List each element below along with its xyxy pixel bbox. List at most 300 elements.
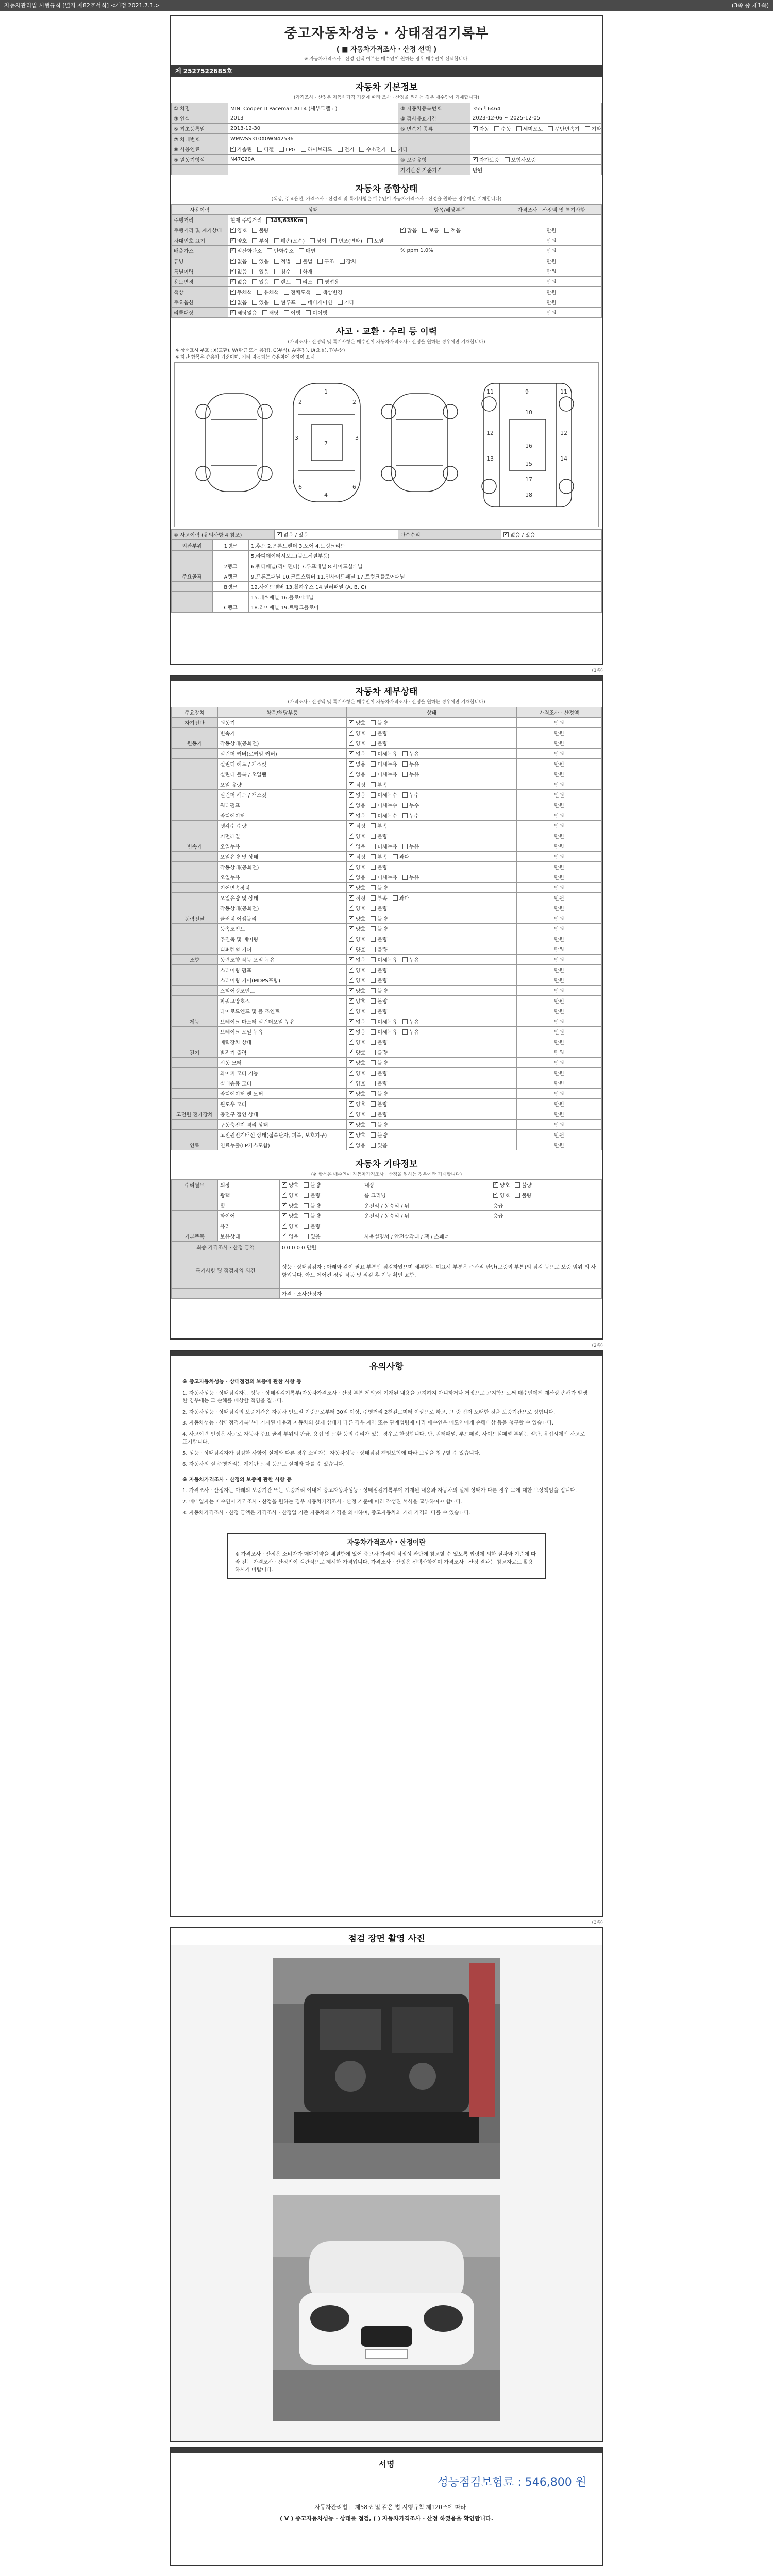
option-item: ✓ 양호	[282, 1191, 298, 1199]
detail-item-price: 만원	[517, 986, 602, 996]
checkbox-icon	[301, 300, 306, 305]
checkbox-icon	[304, 1234, 309, 1239]
detail-item-price: 만원	[517, 728, 602, 738]
checkbox-icon	[252, 259, 257, 264]
detail-item-state	[347, 862, 517, 872]
checkbox-icon	[515, 1182, 520, 1188]
basic-info-label	[398, 144, 470, 155]
option-item: 불량	[371, 1110, 387, 1118]
checkbox-icon	[371, 1112, 376, 1117]
checkbox-icon	[371, 937, 376, 942]
option-item: 미세누유	[371, 1028, 397, 1036]
detail-device-label	[172, 769, 218, 779]
overall-status-row	[172, 277, 602, 287]
detail-status-row	[172, 1016, 602, 1027]
checkbox-icon	[367, 238, 373, 243]
detail-status-row	[172, 841, 602, 852]
notice-para: 2. 매매업자는 매수인이 가격조사 · 산정을 원하는 경우 자동차가격조사 · 산정 기준에 따라 작성된 서식을 교부하여야 합니다.	[182, 1499, 463, 1505]
overall-status-state	[228, 256, 398, 266]
detail-status-row	[172, 852, 602, 862]
notice-para: 4. 사고이력 인정은 사고로 자동차 주요 골격 부위의 판금, 용접 및 교환 등의 수리가 있는 경우로 한정합니다. 단, 쿼터패널, 루프패널, 사이드실패널 부위는 절단, 용접시에만 사고로 표기합니다.	[182, 1431, 585, 1445]
option-item: ✓ 양호	[349, 935, 365, 943]
overall-status-price: 만원	[501, 287, 602, 297]
other-info-row	[172, 1211, 602, 1221]
checkbox-icon	[296, 269, 301, 274]
option-item: ✓ 없음	[349, 811, 365, 819]
checkbox-icon	[493, 1193, 498, 1198]
checkbox-icon	[304, 1182, 309, 1188]
svg-text:2: 2	[352, 399, 356, 405]
detail-device-label	[172, 1068, 218, 1078]
detail-device-label	[172, 800, 218, 810]
page2-frame	[170, 675, 603, 1340]
option-item: 있음	[252, 298, 268, 306]
option-item: 누수	[402, 801, 419, 809]
panel-rank-row	[172, 582, 602, 592]
option-item: 불량	[515, 1181, 531, 1189]
detail-device-label	[172, 821, 218, 831]
checkbox-icon	[349, 1029, 354, 1035]
option-item: 불량	[371, 729, 387, 737]
detail-device-label	[172, 862, 218, 872]
option-item: 색상변경	[316, 288, 343, 296]
checkbox-icon	[349, 1122, 354, 1127]
option-item: ✓ 없음	[349, 750, 365, 757]
other-group-label	[172, 1200, 218, 1211]
detail-status-row	[172, 821, 602, 831]
detail-item-price: 만원	[517, 924, 602, 934]
option-item: ✓ 양호	[282, 1201, 298, 1209]
detail-status-row	[172, 810, 602, 821]
checkbox-icon	[282, 1213, 287, 1218]
checkbox-icon	[349, 1019, 354, 1024]
option-item: 불량	[371, 1121, 387, 1128]
other-item-state-2	[491, 1180, 602, 1190]
checkbox-icon	[331, 238, 337, 243]
option-item: ✓ 양호	[349, 884, 365, 891]
basic-info-value: 2023-12-06 ~ 2025-12-05	[470, 113, 602, 124]
option-item: 불량	[371, 987, 387, 994]
detail-item-price: 만원	[517, 893, 602, 903]
checkbox-icon	[349, 978, 354, 983]
checkbox-icon	[371, 947, 376, 952]
detail-item-price: 만원	[517, 872, 602, 883]
checkbox-icon	[349, 1009, 354, 1014]
checkbox-icon	[371, 854, 376, 859]
detail-device-label	[172, 1027, 218, 1037]
option-item: 수동	[494, 125, 511, 132]
detail-status-row	[172, 800, 602, 810]
option-item: 영업용	[317, 278, 339, 285]
detail-device-label	[172, 749, 218, 759]
overall-status-item	[398, 235, 501, 246]
option-item: 과다	[393, 853, 409, 860]
option-item: 장치	[340, 257, 356, 265]
page-indicator: (3쪽 중 제1쪽)	[731, 2, 769, 9]
detail-status-row	[172, 1099, 602, 1109]
option-item: 전기	[338, 145, 354, 153]
option-item: ✓ 무채색	[230, 288, 252, 296]
checkbox-icon	[349, 916, 354, 921]
checkbox-icon	[349, 813, 354, 818]
checkbox-icon	[349, 720, 354, 725]
document-note: ※ 자동차가격조사 · 산정 선택 여부는 매수인이 원하는 경우 매수인이 선택합니다.	[304, 57, 469, 62]
detail-item-label: 브레이크 마스터 실린더오일 누유	[218, 1016, 347, 1027]
checkbox-icon	[349, 772, 354, 777]
detail-device-label	[172, 810, 218, 821]
checkbox-icon	[371, 1019, 376, 1024]
detail-device-label: 고전원 전기장치	[172, 1109, 218, 1120]
overall-status-title: 자동차 종합상태	[355, 184, 418, 194]
checkbox-icon	[371, 1040, 376, 1045]
checkbox-icon	[274, 238, 279, 243]
svg-text:7: 7	[324, 440, 328, 447]
checkbox-icon	[371, 1122, 376, 1127]
detail-status-row	[172, 749, 602, 759]
price-explanation-box	[227, 1533, 546, 1580]
checkbox-icon	[349, 1101, 354, 1107]
detail-item-state	[347, 1006, 517, 1016]
checkbox-icon	[402, 772, 408, 777]
overall-status-label: 특별이력	[172, 266, 228, 277]
detail-item-price: 만원	[517, 810, 602, 821]
option-item: 부족	[371, 822, 387, 829]
basic-info-label: ④ 검사유효기간	[398, 113, 470, 124]
checkbox-icon	[340, 259, 345, 264]
panel-price	[540, 582, 602, 592]
panel-group-label	[172, 582, 213, 592]
page-band	[171, 2448, 602, 2453]
checkbox-icon	[349, 926, 354, 931]
basic-info-value: MINI Cooper D Paceman ALL4 (세부모델 : )	[228, 103, 398, 113]
checkbox-icon	[371, 1060, 376, 1065]
detail-item-price: 만원	[517, 1006, 602, 1016]
checkbox-icon	[371, 751, 376, 756]
option-item: ✓ 없음	[282, 1232, 298, 1240]
detail-status-row	[172, 1078, 602, 1089]
option-item: 유채색	[257, 288, 279, 296]
checkbox-icon	[371, 1143, 376, 1148]
detail-device-label	[172, 1078, 218, 1089]
checkbox-icon	[304, 1213, 309, 1218]
checkbox-icon	[371, 1132, 376, 1138]
checkbox-icon	[349, 1143, 354, 1148]
other-group-label: 수리필요	[172, 1180, 218, 1190]
option-item: 수소전기	[359, 145, 386, 153]
other-info-title: 자동차 기타정보	[355, 1159, 418, 1170]
overall-status-state	[228, 225, 398, 235]
overall-status-label: 주행거리 및 계기상태	[172, 225, 228, 235]
basic-info-label: ⑤ 최초등록일	[172, 124, 228, 134]
detail-device-label	[172, 872, 218, 883]
option-item: 미세누유	[371, 1018, 397, 1025]
option-item: ✓ 양호	[349, 719, 365, 726]
detail-item-price: 만원	[517, 831, 602, 841]
panel-group-label: 주요골격	[172, 571, 213, 582]
option-item: ✓ 양호	[282, 1222, 298, 1230]
option-item: 부족	[371, 853, 387, 860]
overall-status-label: 용도변경	[172, 277, 228, 287]
mileage-value: 145,635Km	[266, 217, 307, 224]
detail-device-label	[172, 831, 218, 841]
accident-legend: ※ 상태표시 부호 : X(교환), W(판금 또는 용접), C(부식), A(흠집), U(요철), T(손상)	[175, 348, 345, 353]
option-item: 세미오토	[516, 125, 543, 132]
checkbox-icon	[371, 823, 376, 828]
checkbox-icon	[516, 126, 522, 131]
notice-para: 2. 자동차성능 · 상태점검의 보증기간은 자동차 인도일 기준으로부터 30일 이상, 주행거리 2천킬로미터 이상으로 하고, 그 중 먼저 도래한 것을 보증기간으로 정합니다.	[182, 1409, 556, 1415]
checkbox-icon	[402, 1019, 408, 1024]
basic-info-row	[172, 165, 602, 175]
basic-info-row	[172, 124, 602, 134]
detail-item-label: 오일 유량	[218, 779, 347, 790]
checkbox-icon	[402, 751, 408, 756]
checkbox-icon	[349, 854, 354, 859]
checkbox-icon	[473, 157, 478, 162]
option-item: ✓ 양호	[349, 1131, 365, 1139]
svg-text:3: 3	[355, 435, 359, 442]
checkbox-icon	[371, 875, 376, 880]
checkbox-icon	[349, 1050, 354, 1055]
detail-item-label: 스티어링 펌프	[218, 965, 347, 975]
panel-price	[540, 540, 602, 551]
accident-subtitle: (가격조사 · 산정액 및 특기사항은 매수인이 자동차가격조사 · 산정을 원하는 경우에만 기재합니다)	[288, 340, 485, 345]
detail-item-state	[347, 738, 517, 749]
detail-item-state	[347, 821, 517, 831]
detail-item-price: 만원	[517, 1047, 602, 1058]
detail-item-state	[347, 924, 517, 934]
overall-status-table	[171, 204, 602, 318]
other-item-label: 휠	[218, 1200, 280, 1211]
option-item: 미세누유	[371, 770, 397, 778]
detail-status-row	[172, 872, 602, 883]
detail-item-state	[347, 1058, 517, 1068]
svg-text:10: 10	[525, 409, 532, 416]
vehicle-damage-diagram	[174, 362, 599, 527]
detail-status-subtitle: (가격조사 · 산정액 및 특기사항은 매수인이 자동차가격조사 · 산정을 원하는 경우에만 기재합니다)	[288, 700, 485, 705]
other-item-label-2: 룸 크리닝	[362, 1190, 491, 1200]
option-item: ✓ 양호	[493, 1181, 510, 1189]
overall-status-row	[172, 246, 602, 256]
option-item: 불량	[371, 719, 387, 726]
checkbox-icon	[349, 782, 354, 787]
checkbox-icon	[371, 926, 376, 931]
detail-status-row	[172, 934, 602, 944]
detail-item-label: 타이로드엔드 및 볼 조인트	[218, 1006, 347, 1016]
checkbox-icon	[274, 300, 279, 305]
svg-text:1: 1	[324, 388, 328, 395]
overall-status-state	[228, 266, 398, 277]
page-band	[171, 676, 602, 681]
notice-title: 유의사항	[369, 1362, 404, 1372]
overall-status-label: 주요옵션	[172, 297, 228, 308]
accident-history-table	[171, 529, 602, 540]
detail-device-label	[172, 986, 218, 996]
opinion-sub: 가격 · 조사산정자	[280, 1289, 602, 1299]
detail-item-label: 냉각수 수량	[218, 821, 347, 831]
detail-item-price: 만원	[517, 852, 602, 862]
detail-item-state	[347, 996, 517, 1006]
detail-status-row	[172, 779, 602, 790]
detail-item-label: 라디에이터 팬 모터	[218, 1089, 347, 1099]
signature-frame	[170, 2447, 603, 2566]
detail-item-price: 만원	[517, 996, 602, 1006]
detail-item-label: 고전원전기배선 상태(접속단자, 피복, 보호기구)	[218, 1130, 347, 1140]
checkbox-icon	[296, 279, 301, 284]
detail-device-label	[172, 779, 218, 790]
detail-item-label: 파워고압호스	[218, 996, 347, 1006]
detail-item-label: 클러치 어셈블리	[218, 913, 347, 924]
inspection-photo-front	[273, 2195, 500, 2421]
detail-item-price: 만원	[517, 862, 602, 872]
checkbox-icon	[296, 259, 301, 264]
detail-item-price: 만원	[517, 821, 602, 831]
option-item: ✓ 없음	[349, 801, 365, 809]
detail-item-label: 실린더 커버(로커암 커버)	[218, 749, 347, 759]
detail-item-label: 실린더 헤드 / 개스킷	[218, 759, 347, 769]
detail-item-price: 만원	[517, 1130, 602, 1140]
detail-head-device: 주요장치	[172, 707, 218, 718]
checkbox-icon	[402, 875, 408, 880]
checkbox-icon	[257, 290, 262, 295]
detail-item-price: 만원	[517, 1037, 602, 1047]
detail-item-state	[347, 1016, 517, 1027]
basic-info-value	[228, 144, 408, 155]
detail-item-price: 만원	[517, 779, 602, 790]
checkbox-icon	[349, 998, 354, 1004]
detail-item-label: 실린더 헤드 / 개스킷	[218, 790, 347, 800]
option-item: ✓ 없음	[349, 791, 365, 799]
overall-status-item	[398, 266, 501, 277]
option-item: 불량	[304, 1181, 320, 1189]
detail-device-label	[172, 1006, 218, 1016]
form-legal-reference: 자동차관리법 시행규칙 [별지 제82호서식] <개정 2021.7.1.>	[4, 2, 160, 9]
overall-status-row	[172, 256, 602, 266]
detail-item-state	[347, 1047, 517, 1058]
other-item-label: 광택	[218, 1190, 280, 1200]
overall-status-item	[398, 225, 501, 235]
option-item: 미세누유	[371, 956, 397, 963]
option-item: 불량	[371, 925, 387, 933]
other-item-state	[280, 1180, 362, 1190]
option-item: ✓ 양호	[349, 1100, 365, 1108]
option-item: 누수	[402, 791, 419, 799]
option-item: 하이브리드	[301, 145, 332, 153]
checkbox-icon	[349, 906, 354, 911]
option-item: 매연	[299, 247, 315, 255]
option-item: 이행	[284, 309, 300, 316]
other-info-row	[172, 1221, 602, 1231]
option-item: ✓ 양호	[349, 1048, 365, 1056]
option-item: 불량	[304, 1191, 320, 1199]
basic-info-value: 2013	[228, 113, 398, 124]
checkbox-icon	[338, 300, 343, 305]
simple-repair-label: 단순수리	[398, 530, 501, 540]
accident-legend-2: ※ 하단 항목은 승용차 기준이며, 기타 자동차는 승용차에 준하여 표시	[175, 355, 315, 360]
panel-rank-label: 2랭크	[213, 561, 249, 571]
detail-item-state	[347, 759, 517, 769]
notice-para: 1. 가격조사 · 산정자는 아래의 보증기간 또는 보증거리 이내에 중고자동차성능 · 상태점검기록부에 기재된 내용과 자동차의 실제 상태가 다른 경우 그에 대한 보상책임을 집니다.	[182, 1488, 577, 1494]
option-item: ✓ 양호	[349, 1038, 365, 1046]
detail-device-label: 전기	[172, 1047, 218, 1058]
option-item: 누유	[402, 760, 419, 768]
checkbox-icon	[230, 147, 236, 152]
detail-item-state	[347, 1109, 517, 1120]
option-item: 있음	[371, 1141, 387, 1149]
checkbox-icon	[252, 279, 257, 284]
svg-text:11: 11	[560, 388, 567, 395]
detail-item-state	[347, 934, 517, 944]
detail-device-label	[172, 1099, 218, 1109]
svg-text:13: 13	[486, 455, 494, 462]
detail-item-label: 작동상태(공회전)	[218, 738, 347, 749]
accident-title: 사고 · 교환 · 수리 등 이력	[335, 327, 438, 337]
checkbox-icon	[473, 126, 478, 131]
checkbox-icon	[316, 290, 321, 295]
detail-status-row	[172, 759, 602, 769]
checkbox-icon	[230, 269, 236, 274]
checkbox-icon	[230, 279, 236, 284]
detail-item-state	[347, 944, 517, 955]
overall-status-state	[228, 246, 398, 256]
option-item: ✓ 양호	[349, 976, 365, 984]
checkbox-icon	[349, 1091, 354, 1096]
overall-status-row	[172, 297, 602, 308]
overall-head-price: 가격조사 · 산정액 및 특기사항	[501, 205, 602, 215]
panel-price	[540, 551, 602, 561]
other-info-subtitle: (※ 항목은 매수인이 자동차가격조사 · 산정을 원하는 경우에만 기재합니다)	[311, 1172, 462, 1177]
checkbox-icon	[349, 844, 354, 849]
option-item: 불량	[304, 1212, 320, 1219]
checkbox-icon	[371, 957, 376, 962]
car-front-image	[273, 2195, 500, 2421]
checkbox-icon	[230, 248, 236, 253]
detail-item-state	[347, 1140, 517, 1150]
opinion-sub-label	[172, 1289, 280, 1299]
checkbox-icon	[371, 1071, 376, 1076]
checkbox-icon	[230, 310, 236, 315]
checkbox-icon	[400, 228, 406, 233]
accident-history-label: ⑩ 사고이력 (유의사항 4 참조)	[172, 530, 275, 540]
option-item: ✓ 양호	[349, 1090, 365, 1097]
option-item: 화재	[296, 267, 312, 275]
checkbox-icon	[402, 803, 408, 808]
checkbox-icon	[349, 751, 354, 756]
detail-status-row	[172, 1109, 602, 1120]
signature-footer-2: ( V ) 중고자동차성능 · 상태를 점검, ( ) 자동차가격조사 · 산정 하였음을 확인합니다.	[280, 2515, 493, 2522]
panel-rank-label	[213, 592, 249, 602]
other-info-row	[172, 1231, 602, 1242]
detail-status-row	[172, 1027, 602, 1037]
option-item: ✓ 양호	[230, 226, 247, 234]
basic-info-label: ⑦ 차대번호	[172, 134, 228, 144]
detail-item-state	[347, 831, 517, 841]
price-explanation-text: ※ 가격조사 · 산정은 소비자가 매매계약을 체결함에 있어 중고차 가격의 적정성 판단에 참고할 수 있도록 법령에 의한 절차와 기준에 따라 전문 가격조사 · 산정인이 객관적으로 제시한 가격입니다. 가격조사 · 산정은 선택사항이며 가격조사 · 산정 결과는 참고자료로 활용하시기 바랍니다.	[235, 1552, 536, 1573]
basic-info-label: ① 차명	[172, 103, 228, 113]
checkbox-icon	[402, 957, 408, 962]
checkbox-icon	[393, 854, 398, 859]
option-item: 불량	[515, 1191, 531, 1199]
checkbox-icon	[230, 238, 236, 243]
page-band	[171, 1351, 602, 1356]
panel-group-label	[172, 561, 213, 571]
basic-info-value	[470, 124, 602, 134]
detail-item-price: 만원	[517, 934, 602, 944]
checkbox-icon	[252, 269, 257, 274]
checkbox-icon	[371, 1050, 376, 1055]
svg-text:6: 6	[298, 484, 302, 490]
other-group-label	[172, 1211, 218, 1221]
option-item: ✓ 적정	[349, 781, 365, 788]
